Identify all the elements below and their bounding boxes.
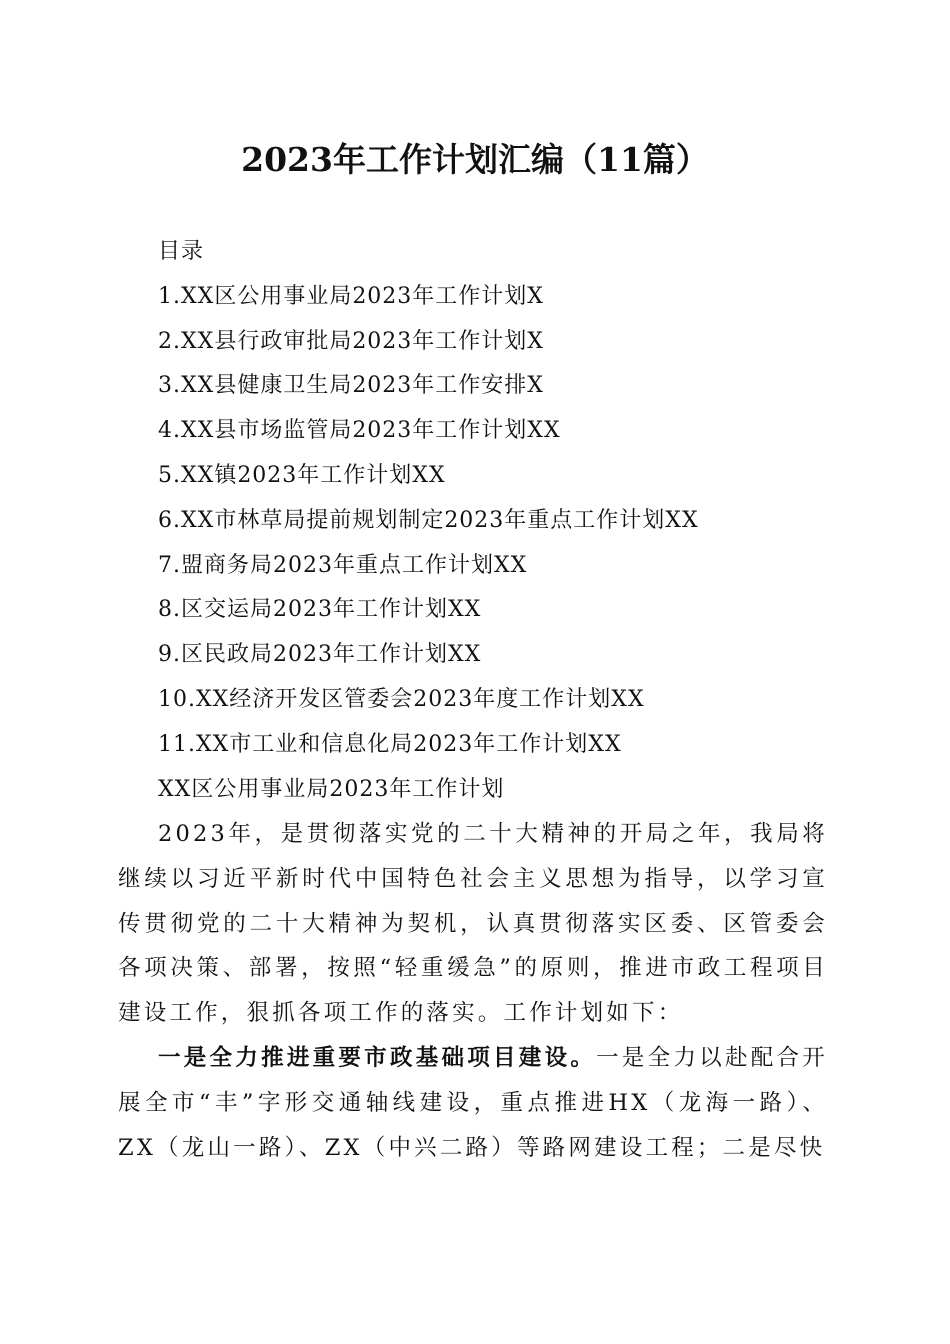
toc-item: 4.XX县市场监管局2023年工作计划XX	[158, 418, 561, 444]
body-paragraph	[118, 1036, 828, 1170]
toc-item: 9.区民政局2023年工作计划XX	[158, 642, 482, 668]
paragraph-lead: 一是全力推进重要市政基础项目建设。	[158, 1044, 597, 1071]
toc-item: 2.XX县行政审批局2023年工作计划X	[158, 328, 544, 354]
section-title: XX区公用事业局2023年工作计划	[158, 776, 505, 802]
table-of-contents	[158, 230, 858, 812]
toc-item: 7.盟商务局2023年重点工作计划XX	[158, 552, 528, 578]
paragraph-text: 一是全力以赴配合开展全市“丰”字形交通轴线建设，重点推进HX（龙海一路）、ZX（龙山一路）、ZX（中兴二路）等路网建设工程；二是尽快	[118, 1044, 828, 1161]
toc-item: 1.XX区公用事业局2023年工作计划X	[158, 283, 544, 309]
toc-item: 10.XX经济开发区管委会2023年度工作计划XX	[158, 686, 645, 712]
document-body	[118, 812, 828, 1170]
toc-heading: 目录	[158, 239, 205, 264]
toc-item: 5.XX镇2023年工作计划XX	[158, 462, 446, 488]
toc-item: 6.XX市林草局提前规划制定2023年重点工作计划XX	[158, 507, 699, 533]
toc-item: 3.XX县健康卫生局2023年工作安排X	[158, 373, 544, 399]
document-title: 2023年工作计划汇编（11篇）	[241, 140, 709, 179]
toc-item: 8.区交运局2023年工作计划XX	[158, 597, 482, 623]
toc-item: 11.XX市工业和信息化局2023年工作计划XX	[158, 731, 622, 757]
body-paragraph: 2023年，是贯彻落实党的二十大精神的开局之年，我局将继续以习近平新时代中国特色社会主义思想为指导，以学习宣传贯彻党的二十大精神为契机，认真贯彻落实区委、区管委会各项决策、部署，按照“轻重缓急”的原则，推进市政工程项目建设工作，狠抓各项工作的落实。工作计划如下：	[118, 821, 828, 1027]
